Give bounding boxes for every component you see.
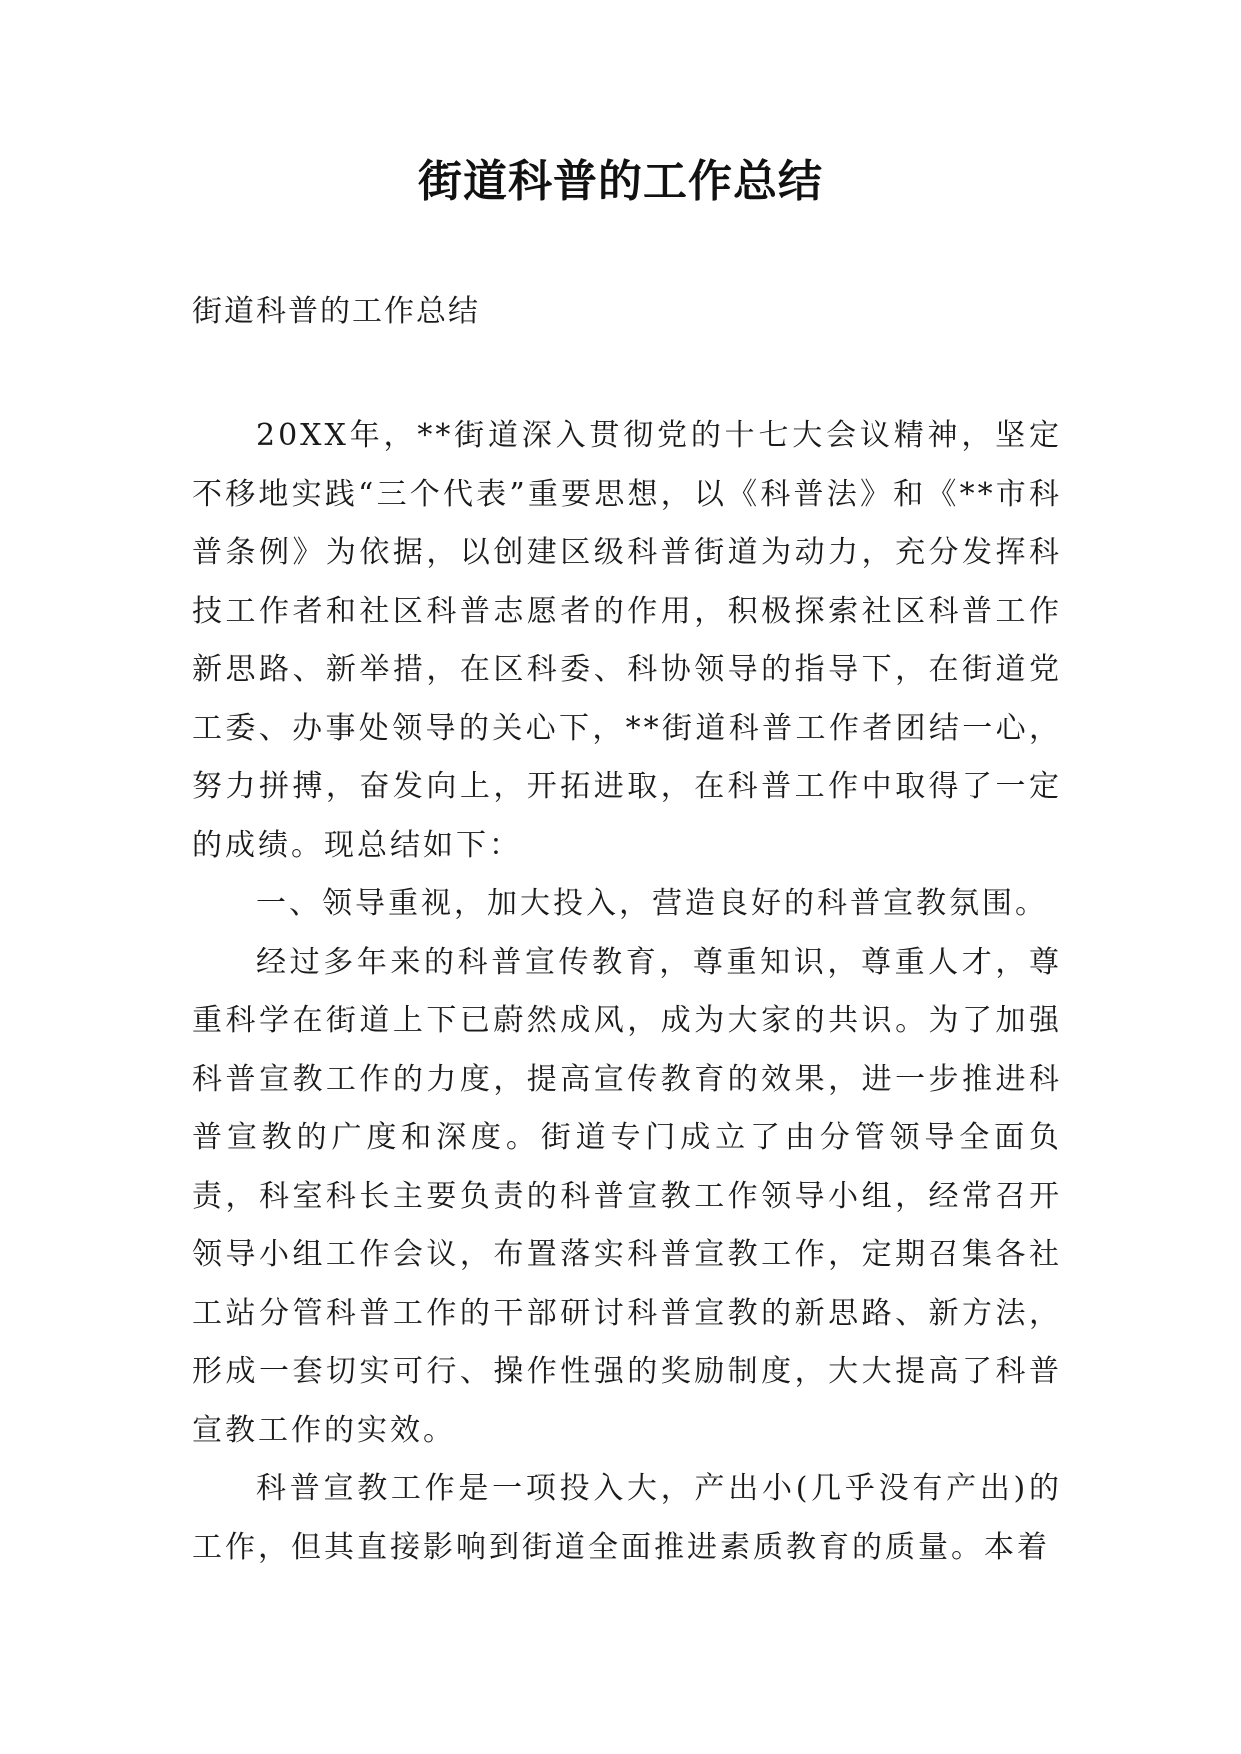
section-heading-1: 一、领导重视，加大投入，营造良好的科普宣教氛围。	[256, 886, 1048, 921]
paragraph-intro: 20XX年，**街道深入贯彻党的十七大会议精神，坚定不移地实践“三个代表”重要思想，以《科普法》和《**市科普条例》为依据，以创建区级科普街道为动力，充分发挥科技工作者和社区科普志愿者的作用，积极探索社区科普工作新思路、新举措，在区科委、科协领导的指导下，在街道党工委、办事处领导的关心下，**街道科普工作者团结一心，努力拼搏，奋发向上，开拓进取，在科普工作中取得了一定的成绩。现总结如下：	[192, 418, 1062, 863]
document-subtitle: 街道科普的工作总结	[192, 294, 480, 329]
document-title: 街道科普的工作总结	[418, 156, 823, 207]
paragraph-3: 科普宣教工作是一项投入大，产出小(几乎没有产出)的工作，但其直接影响到街道全面推进素质教育的质量。本着	[192, 1471, 1062, 1565]
document-body	[192, 407, 1062, 1577]
paragraph-2: 经过多年来的科普宣传教育，尊重知识，尊重人才，尊重科学在街道上下已蔚然成风，成为大家的共识。为了加强科普宣教工作的力度，提高宣传教育的效果，进一步推进科普宣教的广度和深度。街道专门成立了由分管领导全面负责，科室科长主要负责的科普宣教工作领导小组，经常召开领导小组工作会议，布置落实科普宣教工作，定期召集各社工站分管科普工作的干部研讨科普宣教的新思路、新方法，形成一套切实可行、操作性强的奖励制度，大大提高了科普宣教工作的实效。	[192, 944, 1062, 1448]
